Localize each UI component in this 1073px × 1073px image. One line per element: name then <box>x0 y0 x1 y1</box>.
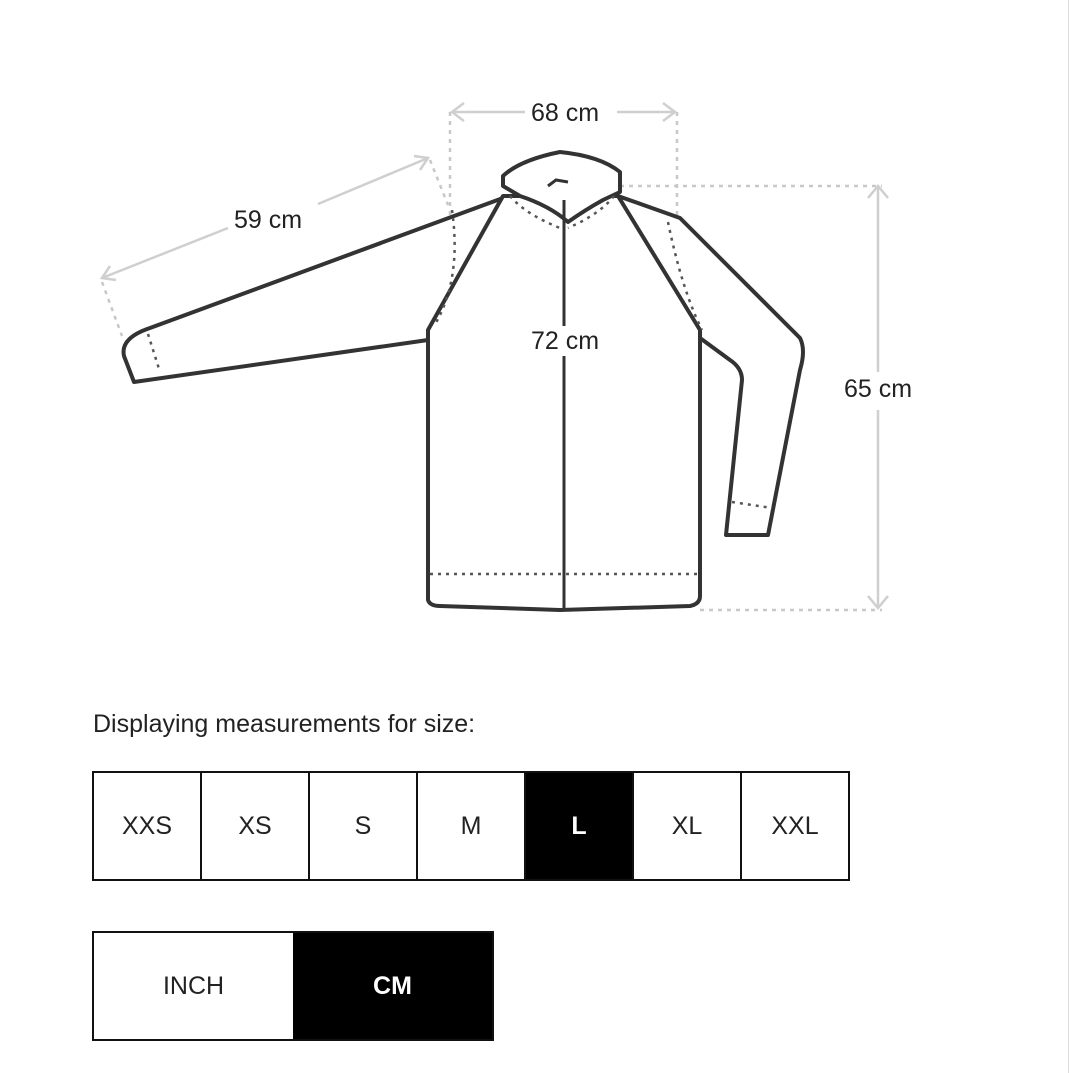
size-selector <box>92 771 850 881</box>
unit-selector <box>92 931 494 1041</box>
jacket-outline <box>124 152 803 610</box>
chest-width-label: 72 cm <box>525 326 605 356</box>
size-caption: Displaying measurements for size: <box>93 710 476 738</box>
unit-button-cm[interactable]: CM <box>293 933 492 1039</box>
size-button-xxs[interactable]: XXS <box>94 773 202 879</box>
size-button-l[interactable]: L <box>526 773 634 879</box>
sleeve-length-label: 59 cm <box>234 206 303 234</box>
size-button-s[interactable]: S <box>310 773 418 879</box>
size-button-xxl[interactable]: XXL <box>742 773 850 879</box>
size-button-xl[interactable]: XL <box>634 773 742 879</box>
body-length-label: 65 cm <box>838 374 918 404</box>
size-button-xs[interactable]: XS <box>202 773 310 879</box>
unit-button-inch[interactable]: INCH <box>94 933 293 1039</box>
size-button-m[interactable]: M <box>418 773 526 879</box>
shoulder-width-label: 68 cm <box>525 98 605 128</box>
